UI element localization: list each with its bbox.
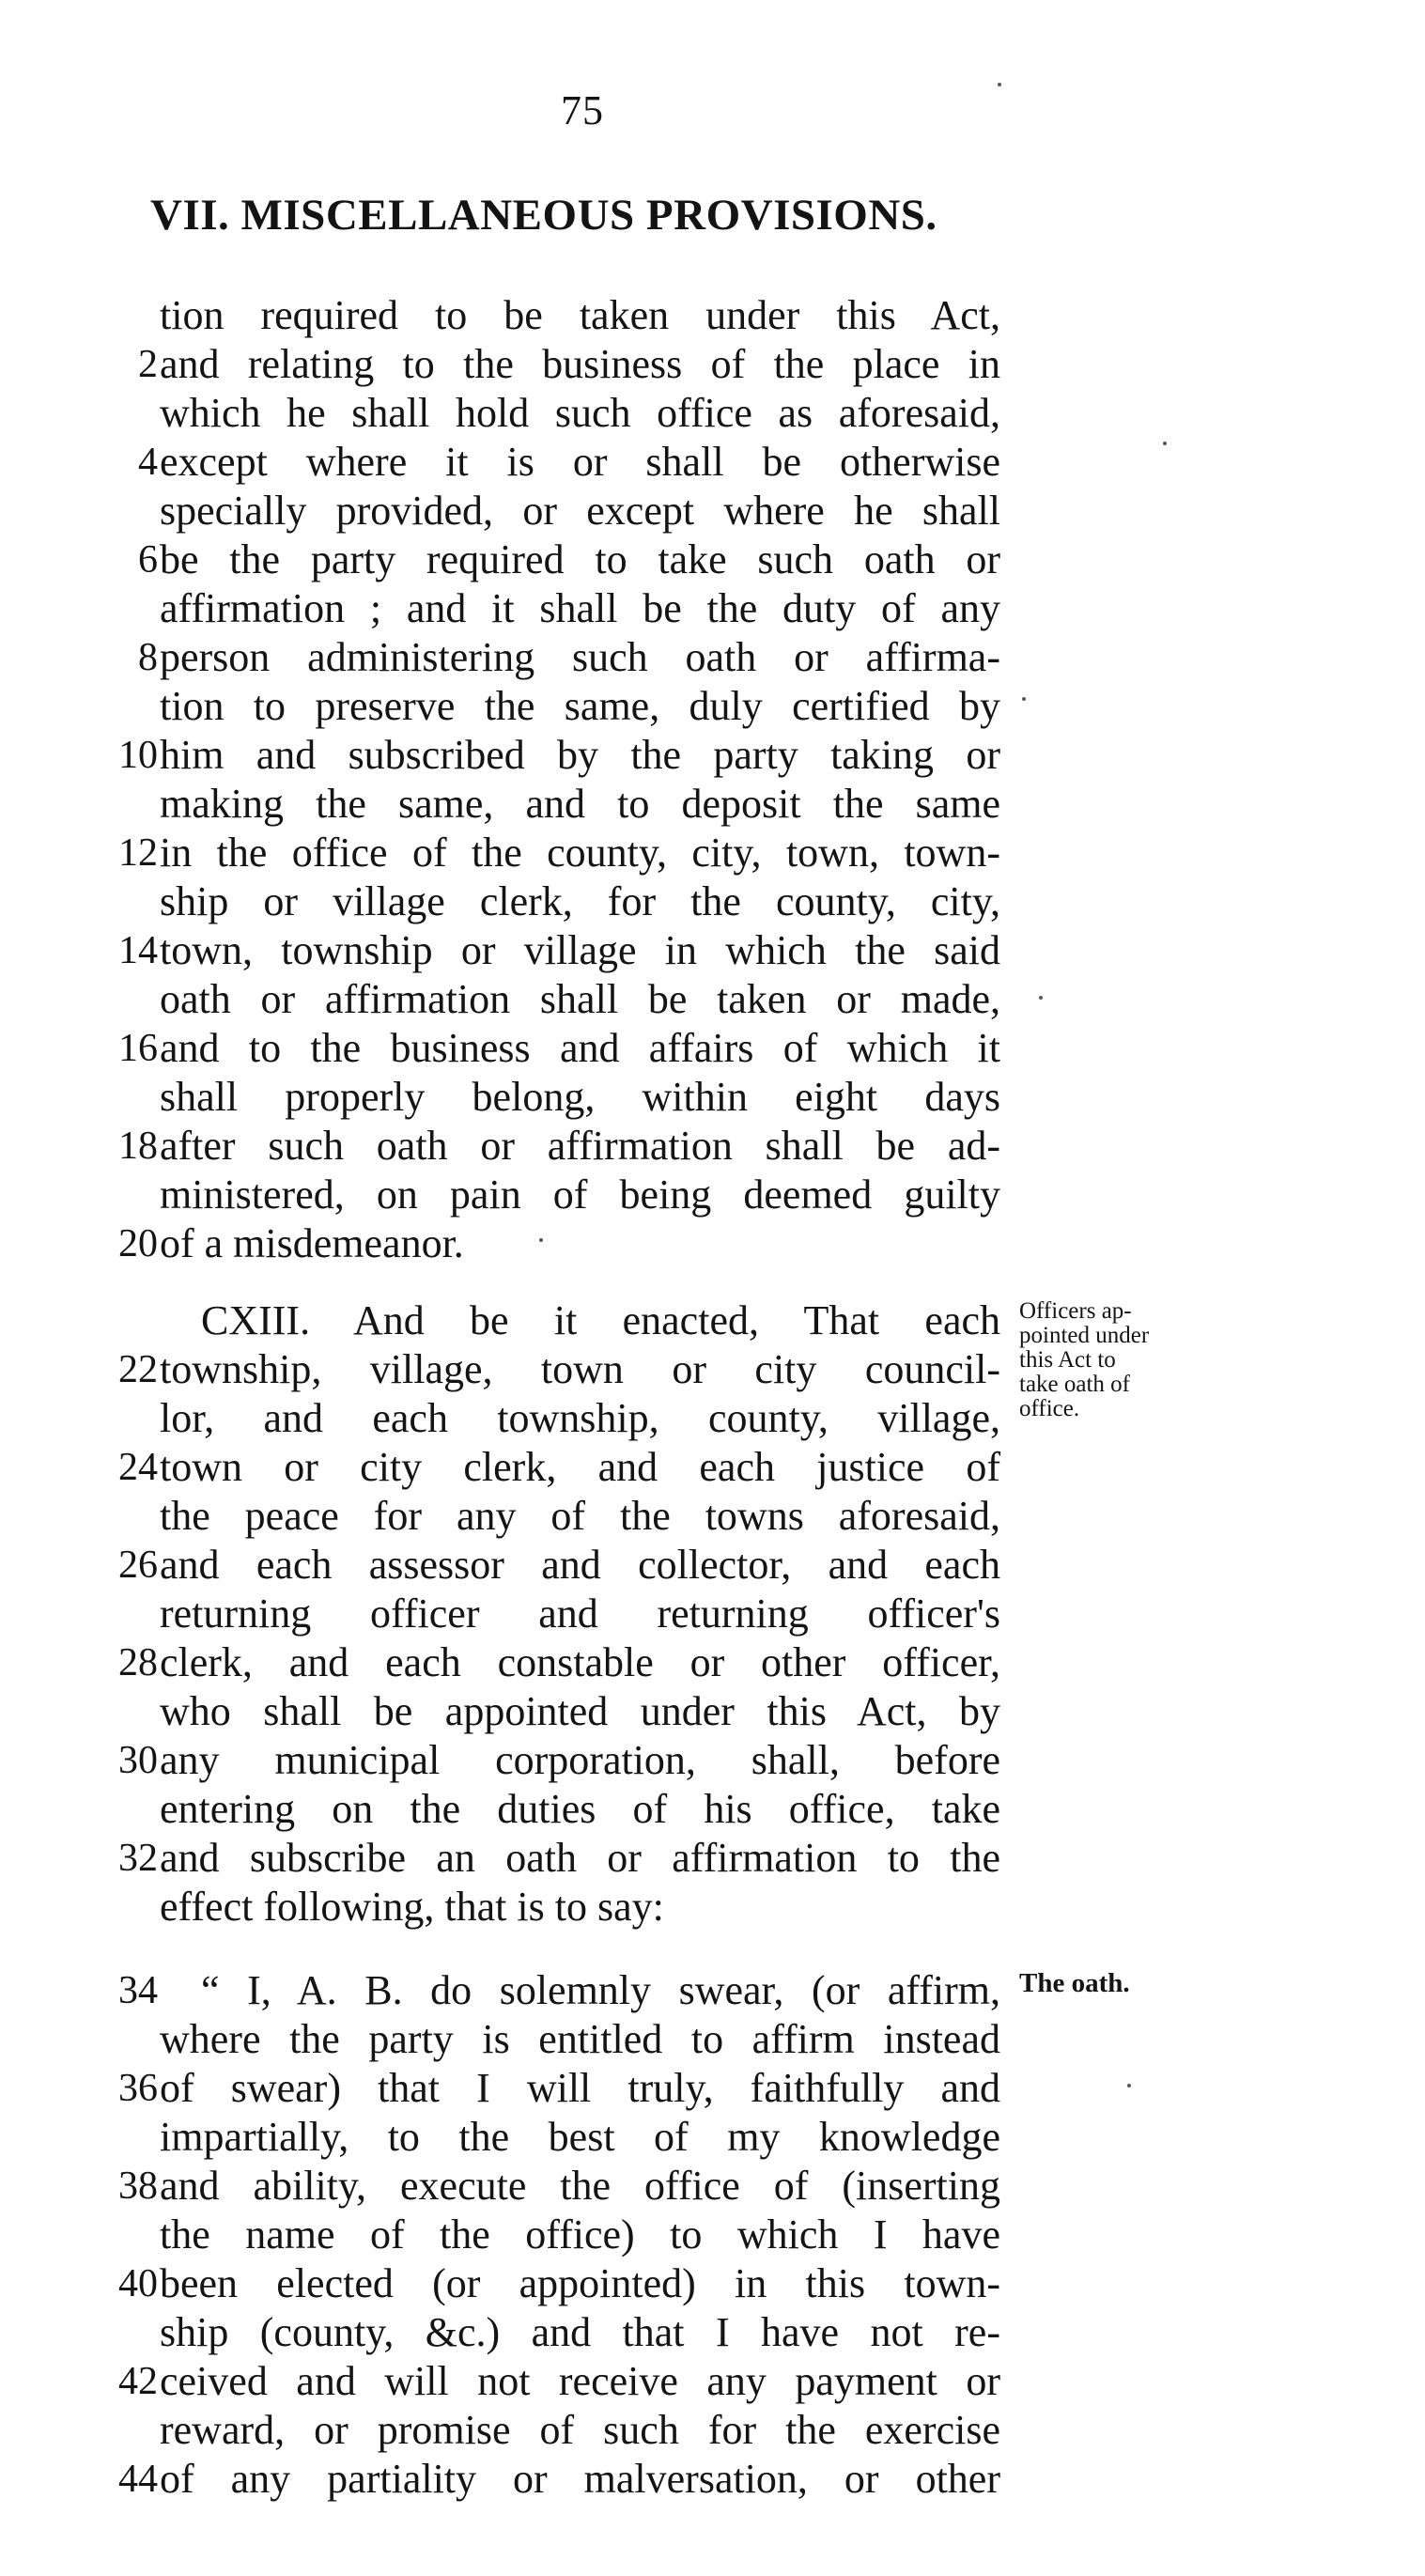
line-number: 32 bbox=[118, 1837, 158, 1880]
text-line bbox=[0, 877, 1425, 926]
text-line bbox=[0, 1219, 1425, 1268]
text-line bbox=[0, 926, 1425, 975]
section-heading: VII. MISCELLANEOUS PROVISIONS. bbox=[150, 191, 937, 240]
line-text: of swear) that I will truly, faithfully and bbox=[160, 2065, 1000, 2111]
text-line bbox=[0, 1122, 1425, 1171]
line-text: which he shall hold such office as aforesaid, bbox=[160, 390, 1000, 436]
text-line bbox=[0, 389, 1425, 438]
text-line bbox=[0, 780, 1425, 829]
line-number: 36 bbox=[118, 2067, 158, 2110]
line-number: 14 bbox=[118, 929, 158, 972]
text-line bbox=[0, 1785, 1425, 1834]
text-line bbox=[0, 2064, 1425, 2113]
line-number: 18 bbox=[118, 1125, 158, 1168]
text-line bbox=[0, 1443, 1425, 1492]
line-text: tion to preserve the same, duly certified by bbox=[160, 683, 1000, 729]
line-text: effect following, that is to say: bbox=[160, 1884, 664, 1930]
text-line bbox=[0, 487, 1425, 535]
line-text: the name of the office) to which I have bbox=[160, 2211, 1000, 2258]
line-text: after such oath or affirmation shall be ad- bbox=[160, 1123, 1000, 1169]
line-text: clerk, and each constable or other officer, bbox=[160, 1639, 1000, 1685]
line-number: 22 bbox=[118, 1348, 158, 1391]
text-line bbox=[0, 1687, 1425, 1736]
line-number: 30 bbox=[118, 1739, 158, 1782]
line-number: 44 bbox=[118, 2458, 158, 2501]
line-number: 40 bbox=[118, 2262, 158, 2305]
text-line bbox=[0, 1492, 1425, 1541]
scan-speck bbox=[1163, 442, 1167, 445]
line-text: and to the business and affairs of which it bbox=[160, 1025, 1000, 1071]
line-number: 16 bbox=[118, 1027, 158, 1070]
line-text: been elected (or appointed) in this town- bbox=[160, 2260, 1000, 2306]
page-number: 75 bbox=[561, 87, 604, 133]
line-text: and ability, execute the office of (inserting bbox=[160, 2163, 1000, 2209]
line-text: him and subscribed by the party taking or bbox=[160, 732, 1000, 778]
line-text: specially provided, or except where he shall bbox=[160, 488, 1000, 534]
line-text: in the office of the county, city, town, town- bbox=[160, 830, 1000, 876]
line-text: town or city clerk, and each justice of bbox=[160, 1444, 1000, 1490]
text-line bbox=[0, 2259, 1425, 2308]
text-line bbox=[0, 2357, 1425, 2406]
text-line bbox=[0, 633, 1425, 682]
line-number: 6 bbox=[138, 538, 158, 582]
line-number: 34 bbox=[118, 1969, 158, 2012]
line-text: “ I, A. B. do solemnly swear, (or affirm, bbox=[201, 1967, 1000, 2013]
line-text: entering on the duties of his office, take bbox=[160, 1786, 1000, 1832]
text-line bbox=[0, 975, 1425, 1024]
line-text: town, township or village in which the said bbox=[160, 927, 1000, 973]
line-text: who shall be appointed under this Act, by bbox=[160, 1688, 1000, 1734]
line-text: impartially, to the best of my knowledge bbox=[160, 2114, 1000, 2160]
line-text: and relating to the business of the place in bbox=[160, 341, 1000, 387]
line-number: 38 bbox=[118, 2165, 158, 2208]
line-text: and subscribe an oath or affirmation to the bbox=[160, 1835, 1000, 1881]
text-line bbox=[0, 1345, 1425, 1394]
text-line bbox=[0, 829, 1425, 877]
scan-speck bbox=[539, 1238, 543, 1242]
margin-note-line: take oath of bbox=[1019, 1372, 1131, 1397]
text-line bbox=[0, 1394, 1425, 1443]
line-text: CXIII. And be it enacted, That each bbox=[201, 1297, 1000, 1343]
line-number: 10 bbox=[118, 734, 158, 777]
line-text: oath or affirmation shall be taken or made, bbox=[160, 976, 1000, 1022]
line-text: be the party required to take such oath or bbox=[160, 536, 1000, 582]
text-line bbox=[0, 1541, 1425, 1590]
line-text: township, village, town or city council- bbox=[160, 1346, 1000, 1392]
text-line bbox=[0, 1171, 1425, 1219]
margin-note-line: this Act to bbox=[1019, 1347, 1116, 1373]
text-line bbox=[0, 1024, 1425, 1073]
text-line bbox=[0, 2455, 1425, 2504]
text-line bbox=[0, 438, 1425, 487]
text-line bbox=[0, 682, 1425, 731]
line-number: 2 bbox=[138, 343, 158, 386]
scan-speck bbox=[998, 83, 1001, 86]
margin-note-line: Officers ap- bbox=[1019, 1298, 1132, 1324]
line-text: reward, or promise of such for the exercise bbox=[160, 2407, 1000, 2453]
text-line bbox=[0, 2308, 1425, 2357]
margin-note-oath: The oath. bbox=[1019, 1968, 1130, 1998]
line-number: 8 bbox=[138, 636, 158, 679]
text-line bbox=[0, 1590, 1425, 1638]
line-text: except where it is or shall be otherwise bbox=[160, 439, 1000, 485]
line-text: and each assessor and collector, and each bbox=[160, 1542, 1000, 1588]
text-line bbox=[0, 2211, 1425, 2259]
line-text: the peace for any of the towns aforesaid, bbox=[160, 1493, 1000, 1539]
text-line bbox=[0, 1073, 1425, 1122]
margin-note-officers bbox=[1019, 1299, 1149, 1421]
line-text: affirmation ; and it shall be the duty of any bbox=[160, 585, 1000, 631]
text-line bbox=[0, 535, 1425, 584]
text-line bbox=[0, 1736, 1425, 1785]
line-text: ceived and will not receive any payment or bbox=[160, 2358, 1000, 2404]
line-number: 4 bbox=[138, 441, 158, 484]
text-line bbox=[0, 731, 1425, 780]
text-line bbox=[0, 2015, 1425, 2064]
text-line bbox=[0, 1296, 1425, 1345]
line-text: returning officer and returning officer's bbox=[160, 1591, 1000, 1637]
line-text: lor, and each township, county, village, bbox=[160, 1395, 1000, 1441]
line-number: 42 bbox=[118, 2360, 158, 2403]
line-text: of any partiality or malversation, or other bbox=[160, 2456, 1000, 2502]
line-text: ministered, on pain of being deemed guilty bbox=[160, 1172, 1000, 1218]
text-line bbox=[0, 1966, 1425, 2015]
text-line bbox=[0, 340, 1425, 389]
text-line bbox=[0, 1834, 1425, 1883]
line-text: tion required to be taken under this Act, bbox=[160, 292, 1000, 338]
line-text: ship (county, &c.) and that I have not re- bbox=[160, 2309, 1000, 2355]
scan-speck bbox=[1039, 996, 1043, 1000]
text-line bbox=[0, 1638, 1425, 1687]
text-line bbox=[0, 584, 1425, 633]
margin-note-line: pointed under bbox=[1019, 1323, 1150, 1348]
scan-speck bbox=[1022, 697, 1026, 701]
line-text: making the same, and to deposit the same bbox=[160, 781, 1000, 827]
line-text: shall properly belong, within eight days bbox=[160, 1074, 1000, 1120]
text-line bbox=[0, 1883, 1425, 1932]
line-number: 24 bbox=[118, 1446, 158, 1489]
line-text: ship or village clerk, for the county, city, bbox=[160, 878, 1000, 924]
line-number: 12 bbox=[118, 831, 158, 875]
text-line bbox=[0, 2162, 1425, 2211]
text-line bbox=[0, 2113, 1425, 2162]
line-text: any municipal corporation, shall, before bbox=[160, 1737, 1000, 1783]
text-line bbox=[0, 291, 1425, 340]
line-text: where the party is entitled to affirm instead bbox=[160, 2016, 1000, 2062]
margin-note-line: office. bbox=[1019, 1396, 1080, 1421]
scan-speck bbox=[1127, 2084, 1131, 2087]
line-number: 20 bbox=[118, 1222, 158, 1265]
line-number: 28 bbox=[118, 1641, 158, 1684]
line-text: person administering such oath or affirma- bbox=[160, 634, 1000, 680]
text-line bbox=[0, 2406, 1425, 2455]
line-text: of a misdemeanor. bbox=[160, 1220, 464, 1266]
line-number: 26 bbox=[118, 1544, 158, 1587]
